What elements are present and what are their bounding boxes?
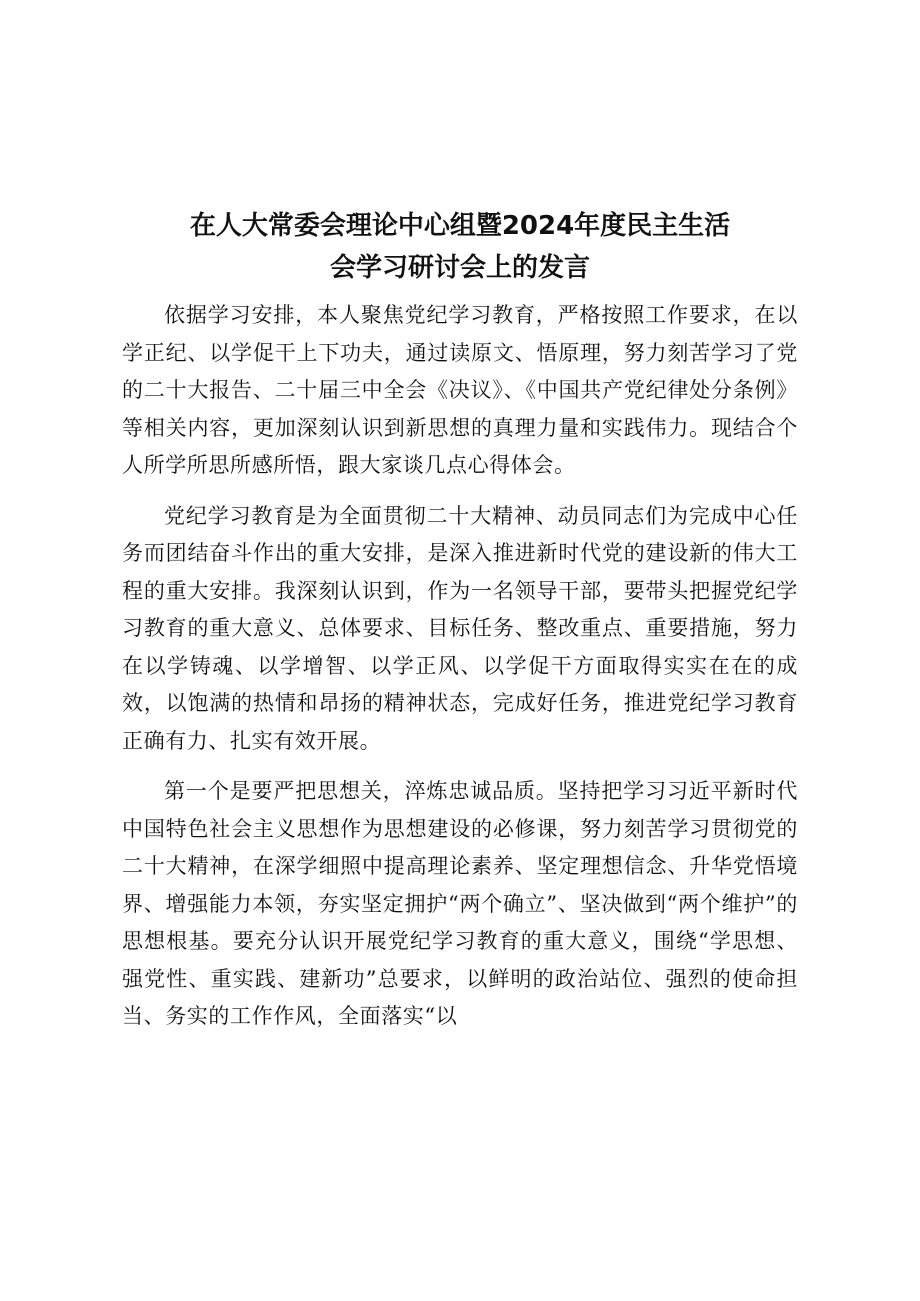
title-line-2: 会学习研讨会上的发言 <box>329 253 590 283</box>
document-body <box>122 297 798 1036</box>
paragraph-intro: 依据学习安排，本人聚焦党纪学习教育，严格按照工作要求，在以学正纪、以学促干上下功夫，通过读原文、悟原理，努力刻苦学习了党的二十大报告、二十届三中全会《决议》、《中国共产党纪律处分条例》等相关内容，更加深刻认识到新思想的真理力量和实践伟力。现结合个人所学所思所感所悟，跟大家谈几点心得体会。 <box>122 303 798 477</box>
paragraph-point-one: 第一个是要严把思想关，淬炼忠诚品质。坚持把学习习近平新时代中国特色社会主义思想作为思想建设的必修课，努力刻苦学习贯彻党的二十大精神，在深学细照中提高理论素养、坚定理想信念、升华党悟境界、增强能力本领，夯实坚定拥护“两个确立”、坚决做到“两个维护”的思想根基。要充分认识开展党纪学习教育的重大意义，围绕“学思想、强党性、重实践、建新功”总要求，以鲜明的政治站位、强烈的使命担当、务实的工作作风，全面落实“以 <box>122 779 798 1028</box>
title-line-1: 在人大常委会理论中心组暨2024年度民主生活 <box>189 211 731 241</box>
paragraph-significance: 党纪学习教育是为全面贯彻二十大精神、动员同志们为完成中心任务而团结奋斗作出的重大安排，是深入推进新时代党的建设新的伟大工程的重大安排。我深刻认识到，作为一名领导干部，要带头把握党纪学习教育的重大意义、总体要求、目标任务、整改重点、重要措施，努力在以学铸魂、以学增智、以学正风、以学促干方面取得实实在在的成效，以饱满的热情和昂扬的精神状态，完成好任务，推进党纪学习教育正确有力、扎实有效开展。 <box>122 503 798 753</box>
document-title <box>122 205 798 289</box>
